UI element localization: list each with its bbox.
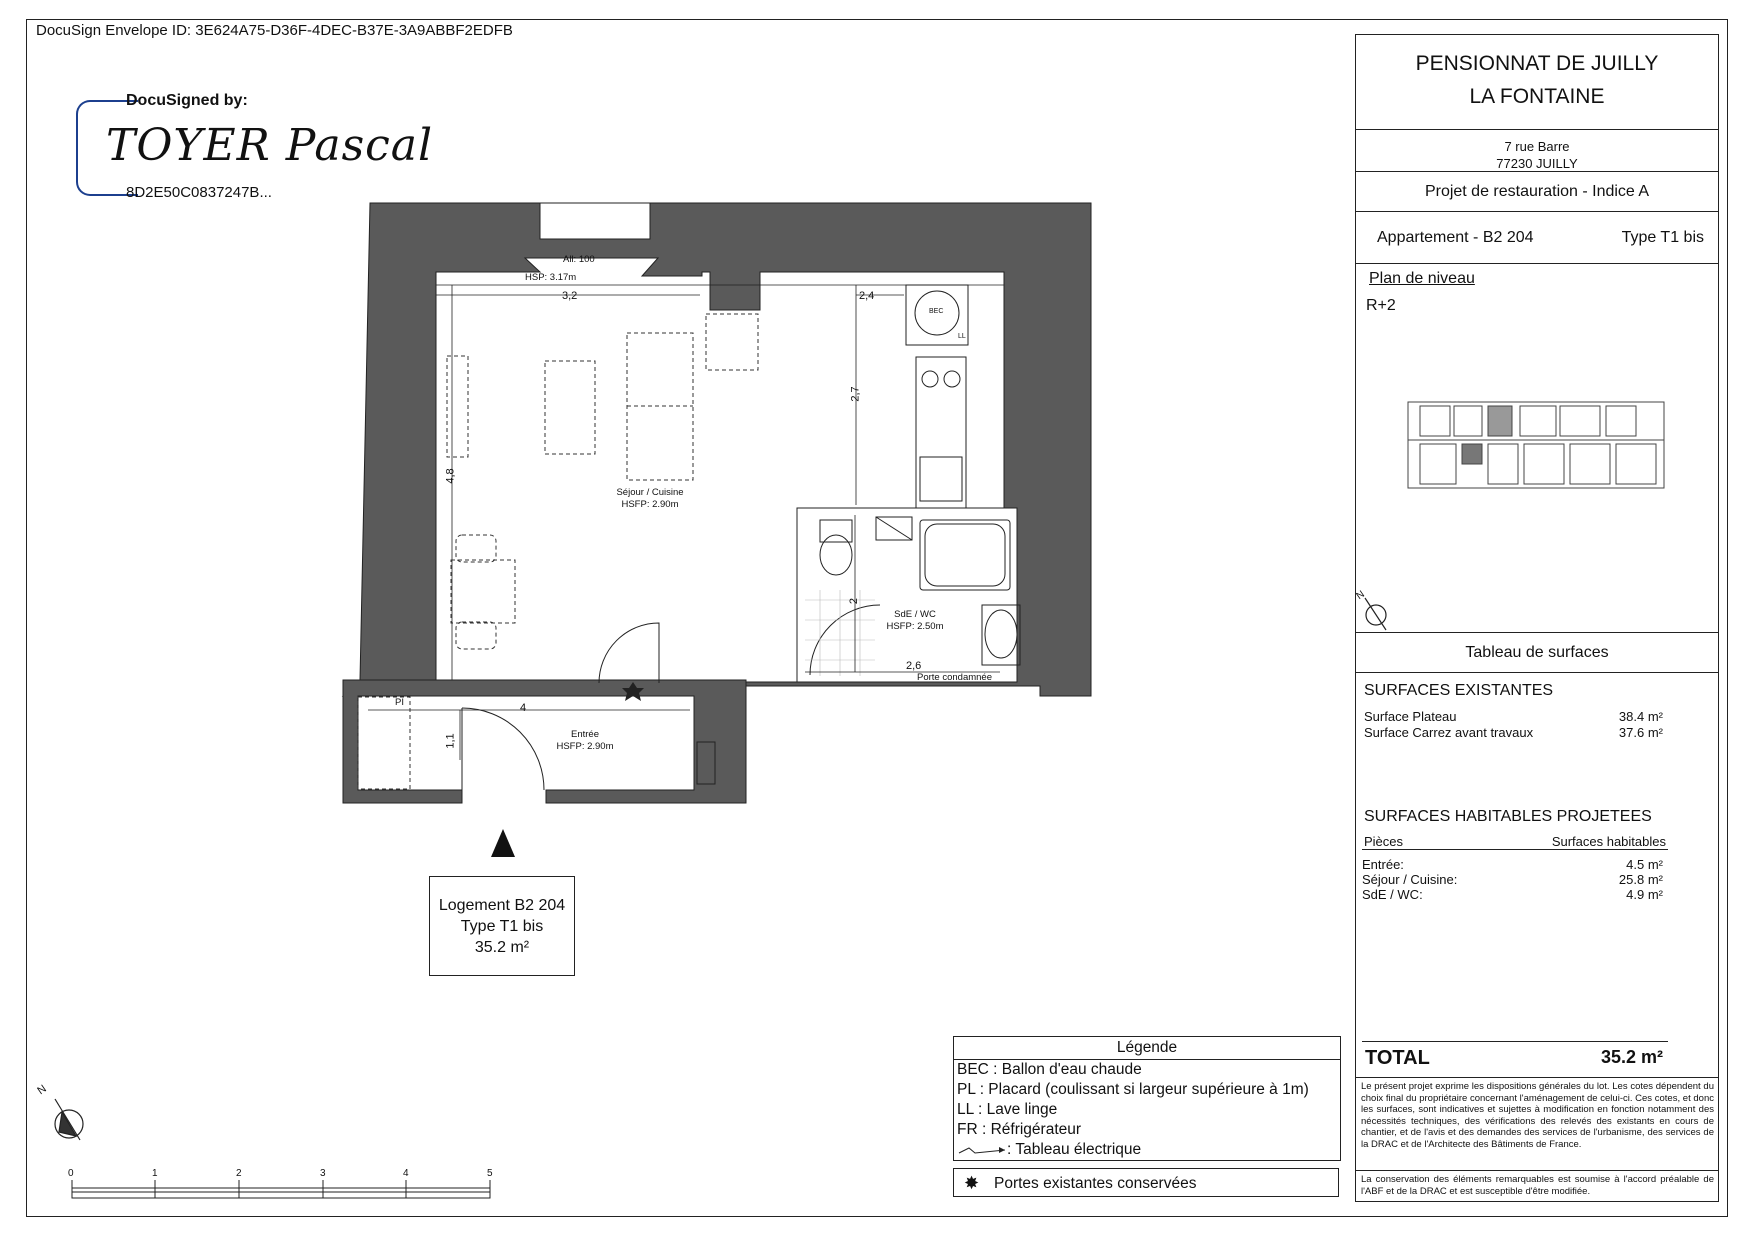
preserved-door-icon: ✸ bbox=[964, 1173, 980, 1193]
sde-room bbox=[797, 508, 1017, 682]
kitchen-counter bbox=[916, 357, 966, 510]
plan-heading: Plan de niveau bbox=[1369, 270, 1475, 287]
sejour-hsfp: HSFP: 2.90m bbox=[621, 499, 679, 510]
existing-value: 38.4 m² bbox=[1618, 709, 1663, 724]
dim-sde-depth: 2 bbox=[848, 597, 861, 605]
legend bbox=[953, 1036, 1341, 1161]
legend-item: PL : Placard (coulissant si largeur supérieure à 1m) bbox=[957, 1081, 1309, 1098]
scale-3: 3 bbox=[320, 1168, 326, 1179]
scale-1: 1 bbox=[152, 1168, 158, 1179]
dim-hsp: HSP: 3.17m bbox=[525, 272, 577, 283]
dining-table bbox=[451, 560, 515, 623]
docusign-hash: 8D2E50C0837247B... bbox=[126, 184, 272, 201]
project-title bbox=[1356, 35, 1718, 130]
legend-doors-text: Portes existantes conservées bbox=[994, 1175, 1197, 1192]
existing-label: Surface Carrez avant travaux bbox=[1364, 725, 1534, 740]
total-value: 35.2 m² bbox=[1600, 1047, 1663, 1067]
scale-5: 5 bbox=[487, 1168, 493, 1179]
dim-kitchen-depth: 2,7 bbox=[849, 386, 862, 402]
room-value: 4.9 m² bbox=[1626, 887, 1663, 902]
disclaimer-abf: La conservation des éléments remarquables est soumise à l'accord préalable de l'ABF et de la DRAC et est susceptible d'être modifiée. bbox=[1361, 1174, 1714, 1197]
legend-item: FR : Réfrigérateur bbox=[957, 1121, 1082, 1138]
col-surfaces: Surfaces habitables bbox=[1551, 834, 1666, 849]
chair-1 bbox=[456, 535, 496, 562]
entrance-arrow bbox=[491, 829, 515, 857]
north-label-key: N bbox=[1354, 588, 1367, 603]
entree-label: Entrée bbox=[571, 729, 599, 740]
existing-label: Surface Plateau bbox=[1364, 709, 1457, 724]
legend-item: LL : Lave linge bbox=[957, 1101, 1058, 1118]
title-line2: LA FONTAINE bbox=[1469, 85, 1605, 108]
sde-label: SdE / WC bbox=[894, 609, 936, 620]
scale-4: 4 bbox=[403, 1168, 409, 1179]
dim-top-width: 3,2 bbox=[562, 290, 578, 302]
apartment-row bbox=[1356, 212, 1718, 264]
envelope-id: DocuSign Envelope ID: 3E624A75-D36F-4DEC-B37E-3A9ABBF2EDFB bbox=[36, 22, 513, 39]
legend-item-panel bbox=[954, 1140, 1340, 1160]
room-value: 4.5 m² bbox=[1626, 857, 1663, 872]
unit-stamp bbox=[429, 876, 575, 976]
scale-2: 2 bbox=[236, 1168, 242, 1179]
legend-doors bbox=[953, 1168, 1339, 1197]
address bbox=[1356, 130, 1718, 172]
total-label: TOTAL bbox=[1365, 1047, 1430, 1069]
scale-bar bbox=[72, 1180, 490, 1198]
door-swing-entry bbox=[462, 708, 544, 790]
dim-allege: All: 100 bbox=[563, 254, 595, 265]
dim-entry-depth: 1,1 bbox=[444, 733, 457, 749]
door-swing-sejour bbox=[599, 623, 659, 683]
dim-kitchen-width: 2,4 bbox=[859, 290, 875, 302]
level: R+2 bbox=[1366, 297, 1396, 314]
divider bbox=[1362, 849, 1668, 850]
surfaces-section bbox=[1356, 673, 1718, 1101]
room-value: 25.8 m² bbox=[1618, 872, 1663, 887]
disclaimer: Le présent projet exprime les dispositions générales du lot. Les cotes dépendent du choix final du propriétaire concernant l'aménagement de celui-ci. Ces cotes, et donc les surfaces, sont indicatives et sujettes à modification en fonction notamment des nécessités techniques, des vérifications des relevés des existants en cours de chantier, et de l'avis et des demandes des services de l'urbanisme, des services de la DRAC et de l'Architecte des Bâtiments de France. bbox=[1356, 1078, 1718, 1171]
existing-value: 37.6 m² bbox=[1618, 725, 1663, 740]
electric-panel-arrow-icon bbox=[957, 1144, 1007, 1156]
entree-hsfp: HSFP: 2.90m bbox=[556, 741, 614, 752]
north-label-plan: N bbox=[35, 1082, 49, 1098]
docusign-by: DocuSigned by: bbox=[126, 92, 248, 109]
stamp-line1: Logement B2 204 bbox=[438, 897, 566, 914]
projected-heading: SURFACES HABITABLES PROJETEES bbox=[1364, 808, 1652, 825]
legend-item: BEC : Ballon d'eau chaude bbox=[957, 1061, 1142, 1078]
dim-entry-width: 4 bbox=[520, 702, 527, 714]
legend-panel-text: : Tableau électrique bbox=[1007, 1141, 1142, 1158]
room-label: Entrée: bbox=[1362, 857, 1404, 872]
chair-2 bbox=[456, 622, 496, 649]
address-line1: 7 rue Barre bbox=[1504, 139, 1570, 154]
dim-sde-width: 2,6 bbox=[906, 660, 922, 672]
hood bbox=[706, 314, 758, 370]
stamp-line3: 35.2 m² bbox=[474, 939, 530, 956]
col-pieces: Pièces bbox=[1364, 834, 1404, 849]
project-line: Projet de restauration - Indice A bbox=[1356, 172, 1718, 212]
window bbox=[540, 203, 650, 239]
sejour-label: Séjour / Cuisine bbox=[616, 487, 684, 498]
scale-0: 0 bbox=[68, 1168, 74, 1179]
plan-section bbox=[1356, 264, 1718, 633]
coffee-table bbox=[545, 361, 595, 454]
apartment-id: Appartement - B2 204 bbox=[1377, 229, 1534, 246]
bec-label: BEC bbox=[929, 308, 944, 315]
dim-left-depth: 4,8 bbox=[444, 468, 457, 484]
legend-title: Légende bbox=[954, 1037, 1340, 1060]
title-block bbox=[1355, 34, 1719, 1202]
ll-label: LL bbox=[958, 333, 966, 340]
table-heading: Tableau de surfaces bbox=[1356, 633, 1718, 673]
room-label: SdE / WC: bbox=[1362, 887, 1423, 902]
tv-unit bbox=[447, 356, 468, 457]
address-line2: 77230 JUILLY bbox=[1496, 156, 1578, 171]
title-line1: PENSIONNAT DE JUILLY bbox=[1415, 52, 1659, 75]
pl-label: PI bbox=[395, 697, 404, 708]
total-row bbox=[1356, 1042, 1718, 1078]
apartment-type: Type T1 bis bbox=[1621, 229, 1704, 246]
placard-entry bbox=[358, 697, 410, 789]
porte-condamnee: Porte condamnée bbox=[917, 672, 992, 683]
existing-heading: SURFACES EXISTANTES bbox=[1364, 682, 1554, 699]
room-label: Séjour / Cuisine: bbox=[1362, 872, 1458, 887]
sde-hsfp: HSFP: 2.50m bbox=[886, 621, 944, 632]
stamp-line2: Type T1 bis bbox=[460, 918, 544, 935]
signature: TOYER Pascal bbox=[106, 120, 434, 171]
